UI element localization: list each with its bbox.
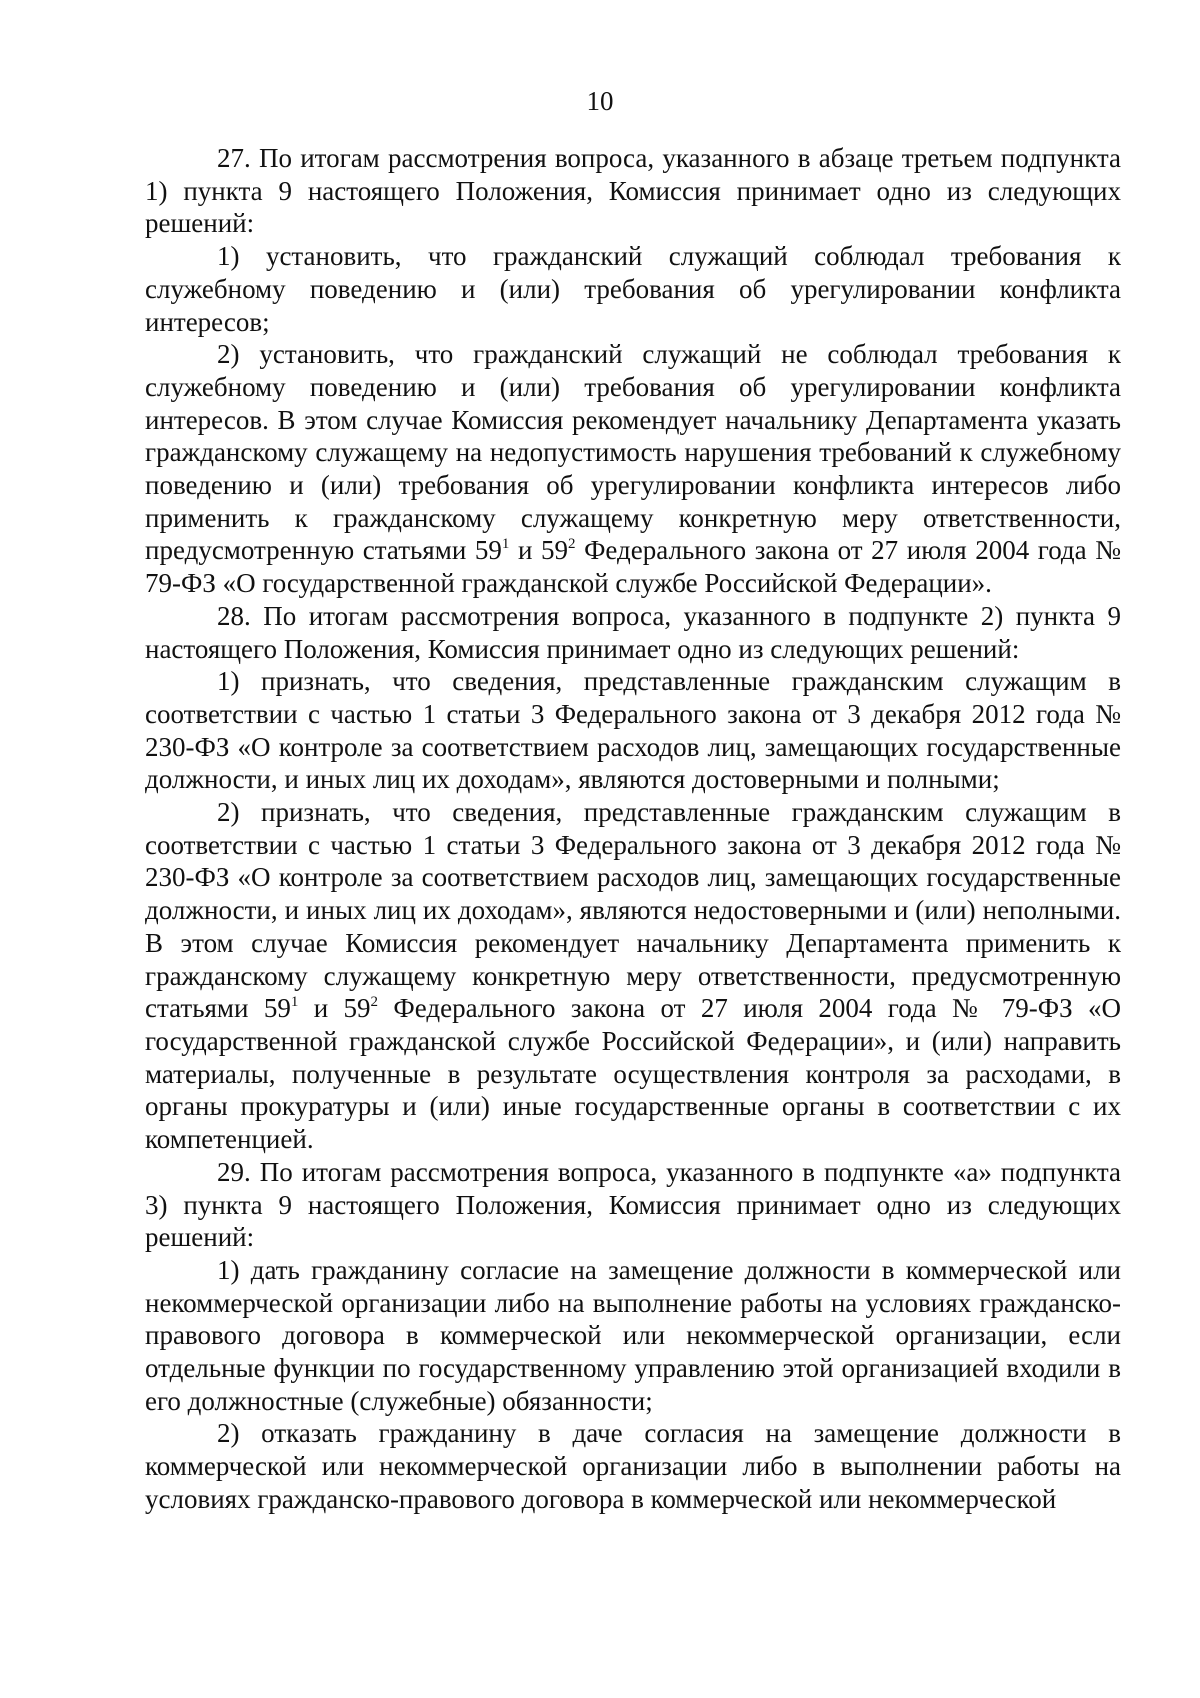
superscript-number: 2 [568, 536, 576, 553]
paragraph-29-item-1: 1) дать гражданину согласие на замещение должности в коммерческой или некоммерческой организации либо на выполнение работы на условиях гражданско-правового договора в коммерческой или некоммерческой организации, если отдельные функции по государственному управлению этой организацией входили в его должностные (служебные) обязанности; [145, 1254, 1121, 1416]
paragraph-29-item-2: 2) отказать гражданину в даче согласия на замещение должности в коммерческой или некоммерческой организации либо в выполнении работы на условиях гражданско-правового договора в коммерческой или некоммерческой [145, 1418, 1121, 1514]
paragraph-28: 28. По итогам рассмотрения вопроса, указанного в подпункте 2) пункта 9 настоящего Положения, Комиссия принимает одно из следующих решений: [145, 600, 1121, 664]
superscript-number: 1 [501, 536, 510, 553]
paragraph-29: 29. По итогам рассмотрения вопроса, указанного в подпункте «а» подпункта 3) пункта 9 настоящего Положения, Комиссия принимает одно из следующих решений: [145, 1156, 1121, 1253]
document-body [145, 142, 1121, 1516]
page-number: 10 [586, 86, 614, 116]
paragraph-28-item-1: 1) признать, что сведения, представленные гражданским служащим в соответствии с частью 1 статьи 3 Федерального закона от 3 декабря 2012 года № 230-ФЗ «О контроле за соответствием расходов лиц, замещающих государственные должности, и иных лиц их доходам», являются достоверными и полными; [145, 666, 1121, 795]
paragraph-28-item-2: 2) признать, что сведения, представленные гражданским служащим в соответствии с частью 1 статьи 3 Федерального закона от 3 декабря 2012 года № 230-ФЗ «О контроле за соответствием расходов лиц, замещающих государственные должности, и иных лиц их доходам», являются недостоверными и (или) неполными. В этом случае Комиссия рекомендует начальнику Департамента применить к гражданскому служащему конкретную меру ответственности, предусмотренную статьями $59^1$ и $59^2$ Федерального закона от 27 июля 2004 года № 79-ФЗ «О государственной гражданской службе Российской Федерации», и (или) направить материалы, полученные в результате осуществления контроля за расходами, в органы прокуратуры и (или) иные государственные органы в соответствии с их компетенцией. [145, 797, 1122, 1155]
paragraph-27-item-1: 1) установить, что гражданский служащий соблюдал требования к служебному поведению и (или) требования об урегулировании конфликта интересов; [145, 241, 1121, 337]
paragraph-27-item-2: 2) установить, что гражданский служащий не соблюдал требования к служебному поведению и (или) требования об урегулировании конфликта интересов. В этом случае Комиссия рекомендует начальнику Департамента указать гражданскому служащему на недопустимость нарушения требований к служебному поведению и (или) требования об урегулировании конфликта интересов либо применить к гражданскому служащему конкретную меру ответственности, предусмотренную статьями $59^1$ и $59^2$ Федерального закона от 27 июля 2004 года № 79-ФЗ «О государственной гражданской службе Российской Федерации». [145, 339, 1121, 599]
superscript-number: 1 [290, 994, 299, 1011]
superscript-number: 2 [370, 994, 379, 1011]
paragraph-27: 27. По итогам рассмотрения вопроса, указанного в абзаце третьем подпункта 1) пункта 9 настоящего Положения, Комиссия принимает одно из следующих решений: [145, 143, 1121, 239]
